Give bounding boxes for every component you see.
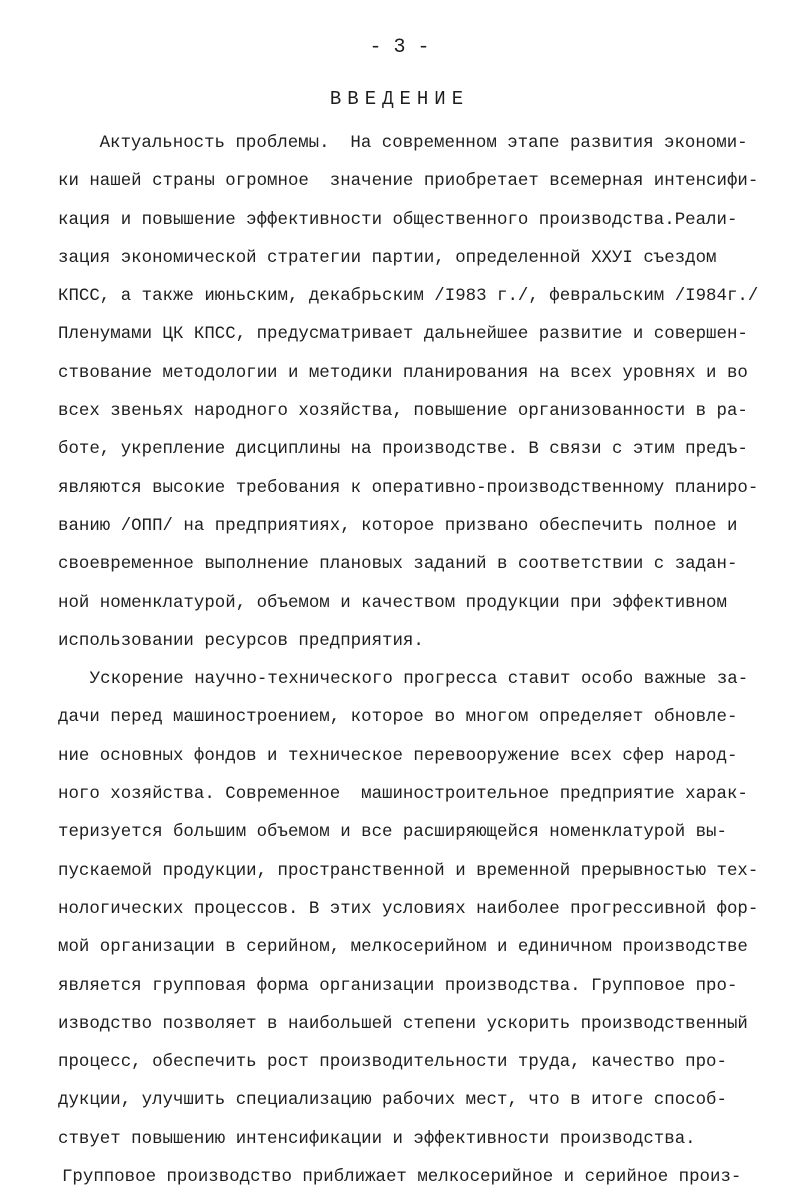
page-number: - 3 - [369, 36, 430, 59]
text-line: Актуальность проблемы. На современном этапе развития экономи- [99, 133, 748, 153]
text-line: дачи перед машиностроением, которое во многом определяет обновле- [58, 707, 738, 728]
text-line: ки нашей страны огромное значение приобретает всемерная интенсифи- [58, 171, 759, 192]
paragraph [58, 660, 778, 1158]
text-line: теризуется большим объемом и все расширяющейся номенклатурой вы- [58, 822, 727, 843]
document-body [58, 124, 778, 1196]
text-line: Пленумами ЦК КПСС, предусматривает дальнейшее развитие и совершен- [58, 324, 748, 345]
text-line: ной номенклатурой, объемом и качеством продукции при эффективном [58, 592, 727, 613]
text-line: кация и повышение эффективности общественного производства.Реали- [58, 209, 738, 230]
text-line: процесс, обеспечить рост производительности труда, качество про- [58, 1052, 727, 1073]
text-line: Ускорение научно-технического прогресса ставит особо важные за- [89, 669, 749, 690]
text-line: является групповая форма организации производства. Групповое про- [58, 975, 738, 996]
text-line: всех звеньях народного хозяйства, повышение организованности в ра- [58, 401, 748, 422]
text-line: нологических процессов. В этих условиях наиболее прогрессивной фор- [58, 898, 759, 919]
text-line: использовании ресурсов предприятия. [58, 630, 424, 651]
section-heading: ВВЕДЕНИЕ [329, 88, 470, 110]
text-line: мой организации в серийном, мелкосерийном и единичном производстве [58, 937, 748, 958]
text-line: изводство позволяет в наибольшей степени ускорить производственный [58, 1013, 748, 1034]
text-line: своевременное выполнение плановых заданий в соответствии с задан- [58, 554, 738, 575]
text-line: дукции, улучшить специализацию рабочих мест, что в итоге способ- [58, 1090, 727, 1111]
text-line: ние основных фондов и техническое перевооружение всех сфер народ- [58, 745, 738, 766]
text-line: зация экономической стратегии партии, определенной ХХУI съездом [58, 247, 717, 268]
text-line: ванию /ОПП/ на предприятиях, которое призвано обеспечить полное и [58, 515, 738, 536]
text-line: боте, укрепление дисциплины на производстве. В связи с этим предъ- [58, 439, 748, 460]
text-line: являются высокие требования к оперативно-производственному планиро- [58, 477, 759, 498]
text-line: ствование методологии и методики планирования на всех уровнях и во [58, 362, 748, 383]
paragraph [58, 124, 778, 660]
text-line: ного хозяйства. Современное машиностроительное предприятие харак- [58, 784, 748, 805]
text-line: КПСС, а также июньским, декабрьским /I983 г./, февральским /I984г./ [58, 286, 759, 307]
text-line: ствует повышению интенсификации и эффективности производства. [58, 1128, 696, 1149]
text-line: пускаемой продукции, пространственной и временной прерывностью тех- [58, 860, 759, 881]
paragraph [58, 1158, 778, 1196]
text-line: Групповое производство приближает мелкосерийное и серийное произ- [61, 1167, 742, 1188]
